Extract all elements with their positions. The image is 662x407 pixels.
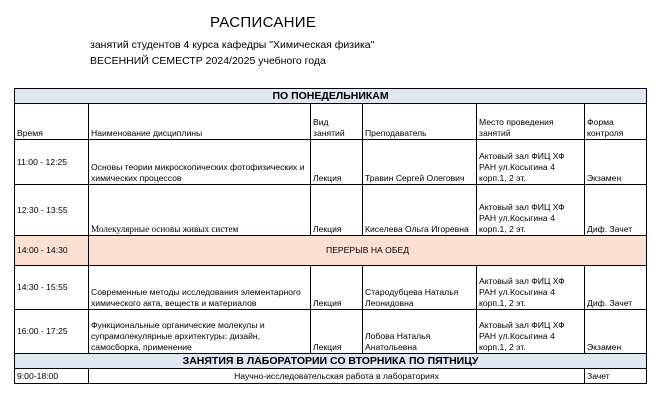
- row-form: Экзамен: [585, 140, 647, 185]
- row-discipline: Основы теории микроскопических фотофизических и химических процессов: [89, 140, 311, 185]
- schedule-table: [14, 88, 647, 384]
- table-row: [15, 266, 647, 310]
- row-place: Актовый зал ФИЦ ХФ РАН ул.Косыгина 4 корп.1, 2 эт.: [477, 140, 585, 185]
- row-time: 16:00 - 17:25: [15, 310, 89, 354]
- row-time: 14:30 - 15:55: [15, 266, 89, 310]
- lab-activity: Научно-исследовательская работа в лабораториях: [89, 369, 585, 384]
- table-row: [15, 140, 647, 185]
- row-time: 12:30 - 13:55: [15, 185, 89, 236]
- row-form: Диф. Зачет: [585, 185, 647, 236]
- row-place: Актовый зал ФИЦ ХФ РАН ул.Косыгина 4 корп.1, 2 эт.: [477, 185, 585, 236]
- monday-band: ПО ПОНЕДЕЛЬНИКАМ: [15, 89, 647, 104]
- row-type: Лекция: [311, 310, 363, 354]
- row-discipline: Функциональные органические молекулы и супрамолекулярные архитектуры: дизайн, самосборка, применение: [89, 310, 311, 354]
- row-type: Лекция: [311, 185, 363, 236]
- lunch-label: ПЕРЕРЫВ НА ОБЕД: [89, 236, 647, 266]
- lab-row: [15, 369, 647, 384]
- col-header-teacher: Преподаватель: [363, 104, 477, 140]
- row-discipline: Современные методы исследования элементарного химического акта, веществ и материалов: [89, 266, 311, 310]
- row-type: Лекция: [311, 140, 363, 185]
- row-place: Актовый зал ФИЦ ХФ РАН ул.Косыгина 4 корп.1, 2 эт.: [477, 266, 585, 310]
- col-header-type: Вид занятий: [311, 104, 363, 140]
- row-type: Лекция: [311, 266, 363, 310]
- row-time: 11:00 - 12:25: [15, 140, 89, 185]
- row-teacher: Травин Сергей Олегович: [363, 140, 477, 185]
- lab-form: Зачет: [585, 369, 647, 384]
- table-row: [15, 185, 647, 236]
- lab-time: 9:00-18:00: [15, 369, 89, 384]
- page-subtitle-course: занятий студентов 4 курса кафедры "Химическая физика": [90, 39, 375, 51]
- row-form: Экзамен: [585, 310, 647, 354]
- table-row: [15, 310, 647, 354]
- col-header-form: Форма контроля: [585, 104, 647, 140]
- row-form: Диф. Зачет: [585, 266, 647, 310]
- row-teacher: Киселева Ольга Игоревна: [363, 185, 477, 236]
- page-subtitle-semester: ВЕСЕННИЙ СЕМЕСТР 2024/2025 учебного года: [90, 55, 326, 67]
- monday-band-row: [15, 89, 647, 104]
- col-header-time: Время: [15, 104, 89, 140]
- row-place: Актовый зал ФИЦ ХФ РАН ул.Косыгина 4 корп.1, 2 эт.: [477, 310, 585, 354]
- col-header-discipline: Наименование дисциплины: [89, 104, 311, 140]
- lab-band-row: [15, 354, 647, 369]
- col-header-place: Место проведения занятий: [477, 104, 585, 140]
- schedule-header: [0, 0, 662, 88]
- column-header-row: [15, 104, 647, 140]
- lunch-time: 14:00 - 14:30: [15, 236, 89, 266]
- row-teacher: Стародубцева Наталья Леонидовна: [363, 266, 477, 310]
- row-discipline: Молекулярные основы живых систем: [89, 185, 311, 236]
- lunch-row: [15, 236, 647, 266]
- row-teacher: Лобова Наталья Анатольевна: [363, 310, 477, 354]
- lab-band: ЗАНЯТИЯ В ЛАБОРАТОРИИ СО ВТОРНИКА ПО ПЯТНИЦУ: [15, 354, 647, 369]
- page-title: РАСПИСАНИЕ: [210, 14, 317, 31]
